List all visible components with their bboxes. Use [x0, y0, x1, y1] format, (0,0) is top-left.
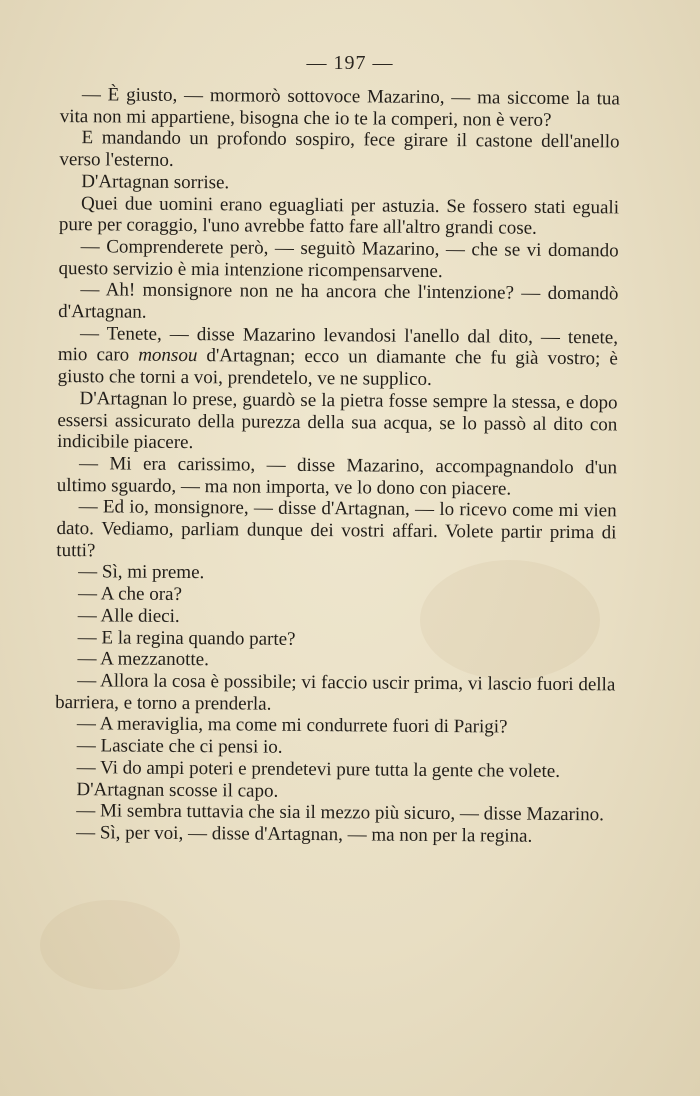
paragraph-text: d'Artagnan; ecco un diamante che fu già vostro; è giusto che torni a voi, prendetelo, ve ne supplico. [57, 345, 618, 391]
paper-stain [40, 900, 180, 990]
paragraph: E mandando un profondo sospiro, fece girare il castone dell'anello verso l'esterno. [59, 127, 620, 172]
paragraph: — È giusto, — mormorò sottovoce Mazarino, — ma siccome la tua vita non mi appartiene, bisogna che io te la comperi, non è vero? [59, 84, 620, 131]
paragraph: — A mezzanotte. [77, 648, 209, 671]
paragraph: — Comprenderete però, — seguitò Mazarino, — che se vi domando questo servizio è mia intenzione ricompensarvene. [58, 236, 619, 282]
paragraph: — Mi era carissimo, — disse Mazarino, accompagnandolo d'un ultimo sguardo, — ma non importa, ve lo dono con piacere. [56, 453, 618, 500]
page-number: — 197 — [306, 52, 394, 74]
paragraph [58, 323, 618, 393]
paragraph: — Ed io, monsignore, — disse d'Artagnan, — lo ricevo come mi vien dato. Vediamo, parliam dunque dei vostri affari. Volete partir prima di tutti? [56, 496, 617, 562]
paragraph: — Sì, per voi, — disse d'Artagnan, — ma non per la regina. [76, 822, 533, 847]
paragraph: — Alle dieci. [77, 605, 180, 627]
paragraph: — Sì, mi preme. [78, 561, 205, 584]
paragraph: — A che ora? [77, 583, 183, 606]
paragraph: D'Artagnan sorrise. [81, 170, 230, 194]
paragraph: — Vi do ampi poteri e prendetevi pure tutta la gente che volete. [76, 756, 561, 782]
paragraph: — Ah! monsignore non ne ha ancora che l'intenzione? — domandò d'Artagnan. [58, 279, 619, 323]
body-text [54, 84, 620, 848]
paragraph-text: — Tenete, — disse Mazarino levandosi l'anello dal dito, — tenete, mio caro [57, 322, 619, 367]
paragraph: D'Artagnan scosse il capo. [76, 778, 279, 802]
italic-word: monsou [138, 345, 198, 367]
paragraph: — Lasciate che ci pensi io. [76, 735, 283, 758]
paragraph: — A meraviglia, ma come mi condurrete fuori di Parigi? [76, 713, 508, 738]
paragraph: — Mi sembra tuttavia che sia il mezzo più sicuro, — disse Mazarino. [76, 800, 604, 826]
paragraph: D'Artagnan lo prese, guardò se la pietra fosse sempre la stessa, e dopo essersi assicurato della purezza della sua acqua, se lo passò al dito con indicibile piacere. [57, 388, 618, 454]
paragraph: Quei due uomini erano eguagliati per astuzia. Se fossero stati eguali pure per coraggio, l'uno avrebbe fatto fare all'altro grandi cose. [58, 192, 620, 239]
paragraph: — Allora la cosa è possibile; vi faccio uscir prima, vi lascio fuori della barriera, e torno a prenderla. [55, 670, 616, 715]
paragraph: — E la regina quando parte? [77, 626, 296, 650]
